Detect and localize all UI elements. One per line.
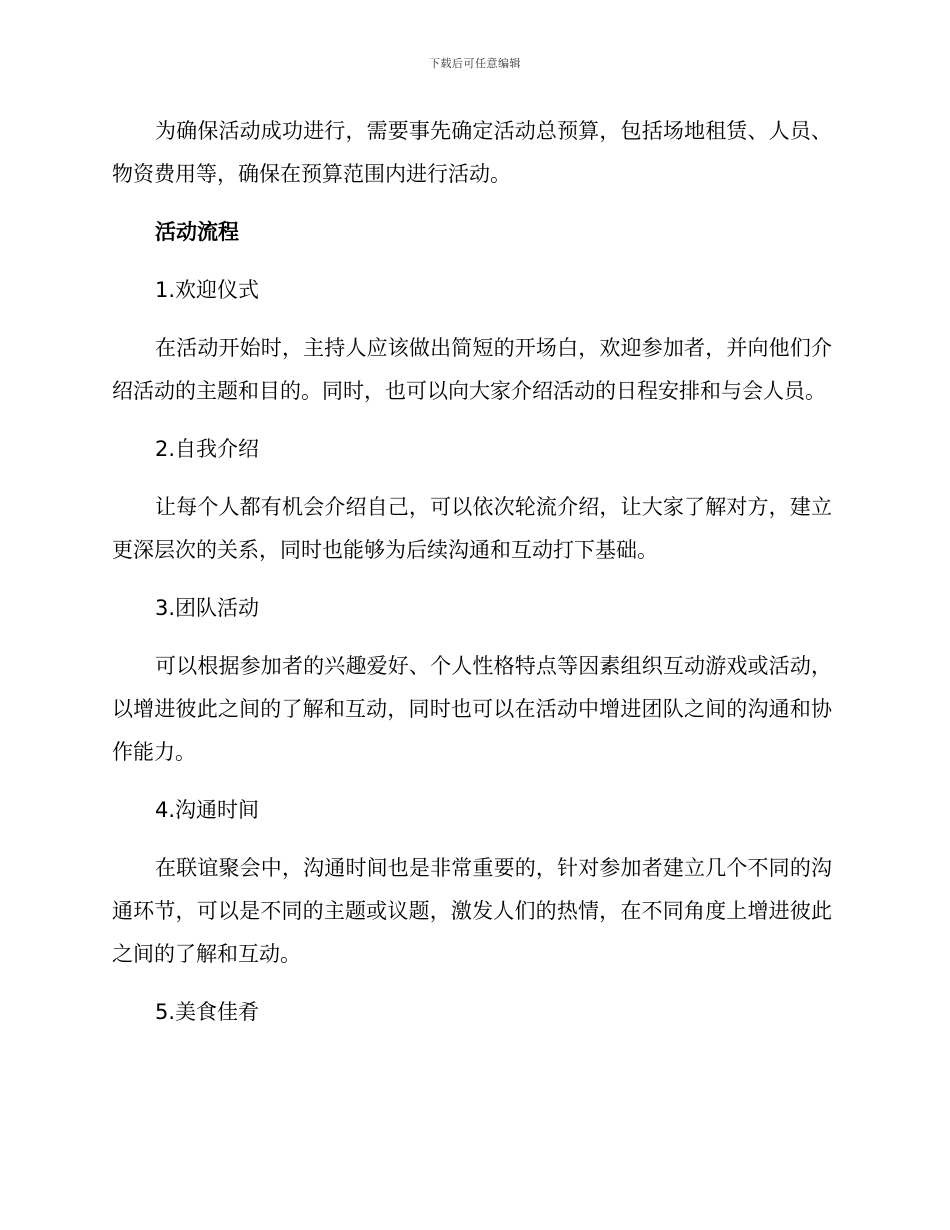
step-body: 可以根据参加者的兴趣爱好、个人性格特点等因素组织互动游戏或活动，以增进彼此之间的了解和互动，同时也可以在活动中增进团队之间的沟通和协作能力。	[112, 654, 832, 764]
section-title: 活动流程	[155, 220, 239, 244]
step-body: 让每个人都有机会介绍自己，可以依次轮流介绍，让大家了解对方，建立更深层次的关系，同时也能够为后续沟通和互动打下基础。	[112, 495, 832, 562]
intro-paragraph: 为确保活动成功进行，需要事先确定活动总预算，包括场地租赁、人员、物资费用等，确保在预算范围内进行活动。	[112, 119, 832, 186]
step-title: 3.团队活动	[155, 596, 260, 620]
header-note: 下载后可任意编辑	[429, 57, 521, 70]
document-body	[112, 110, 832, 1049]
step-body: 在活动开始时，主持人应该做出简短的开场白，欢迎参加者，并向他们介绍活动的主题和目的。同时，也可以向大家介绍活动的日程安排和与会人员。	[112, 336, 832, 403]
step-body: 在联谊聚会中，沟通时间也是非常重要的，针对参加者建立几个不同的沟通环节，可以是不同的主题或议题，激发人们的热情，在不同角度上增进彼此之间的了解和互动。	[112, 856, 832, 966]
step-title: 5.美食佳肴	[155, 1000, 260, 1024]
step-title: 4.沟通时间	[155, 798, 260, 822]
step-title: 2.自我介绍	[155, 437, 260, 461]
step-title: 1.欢迎仪式	[155, 278, 260, 302]
